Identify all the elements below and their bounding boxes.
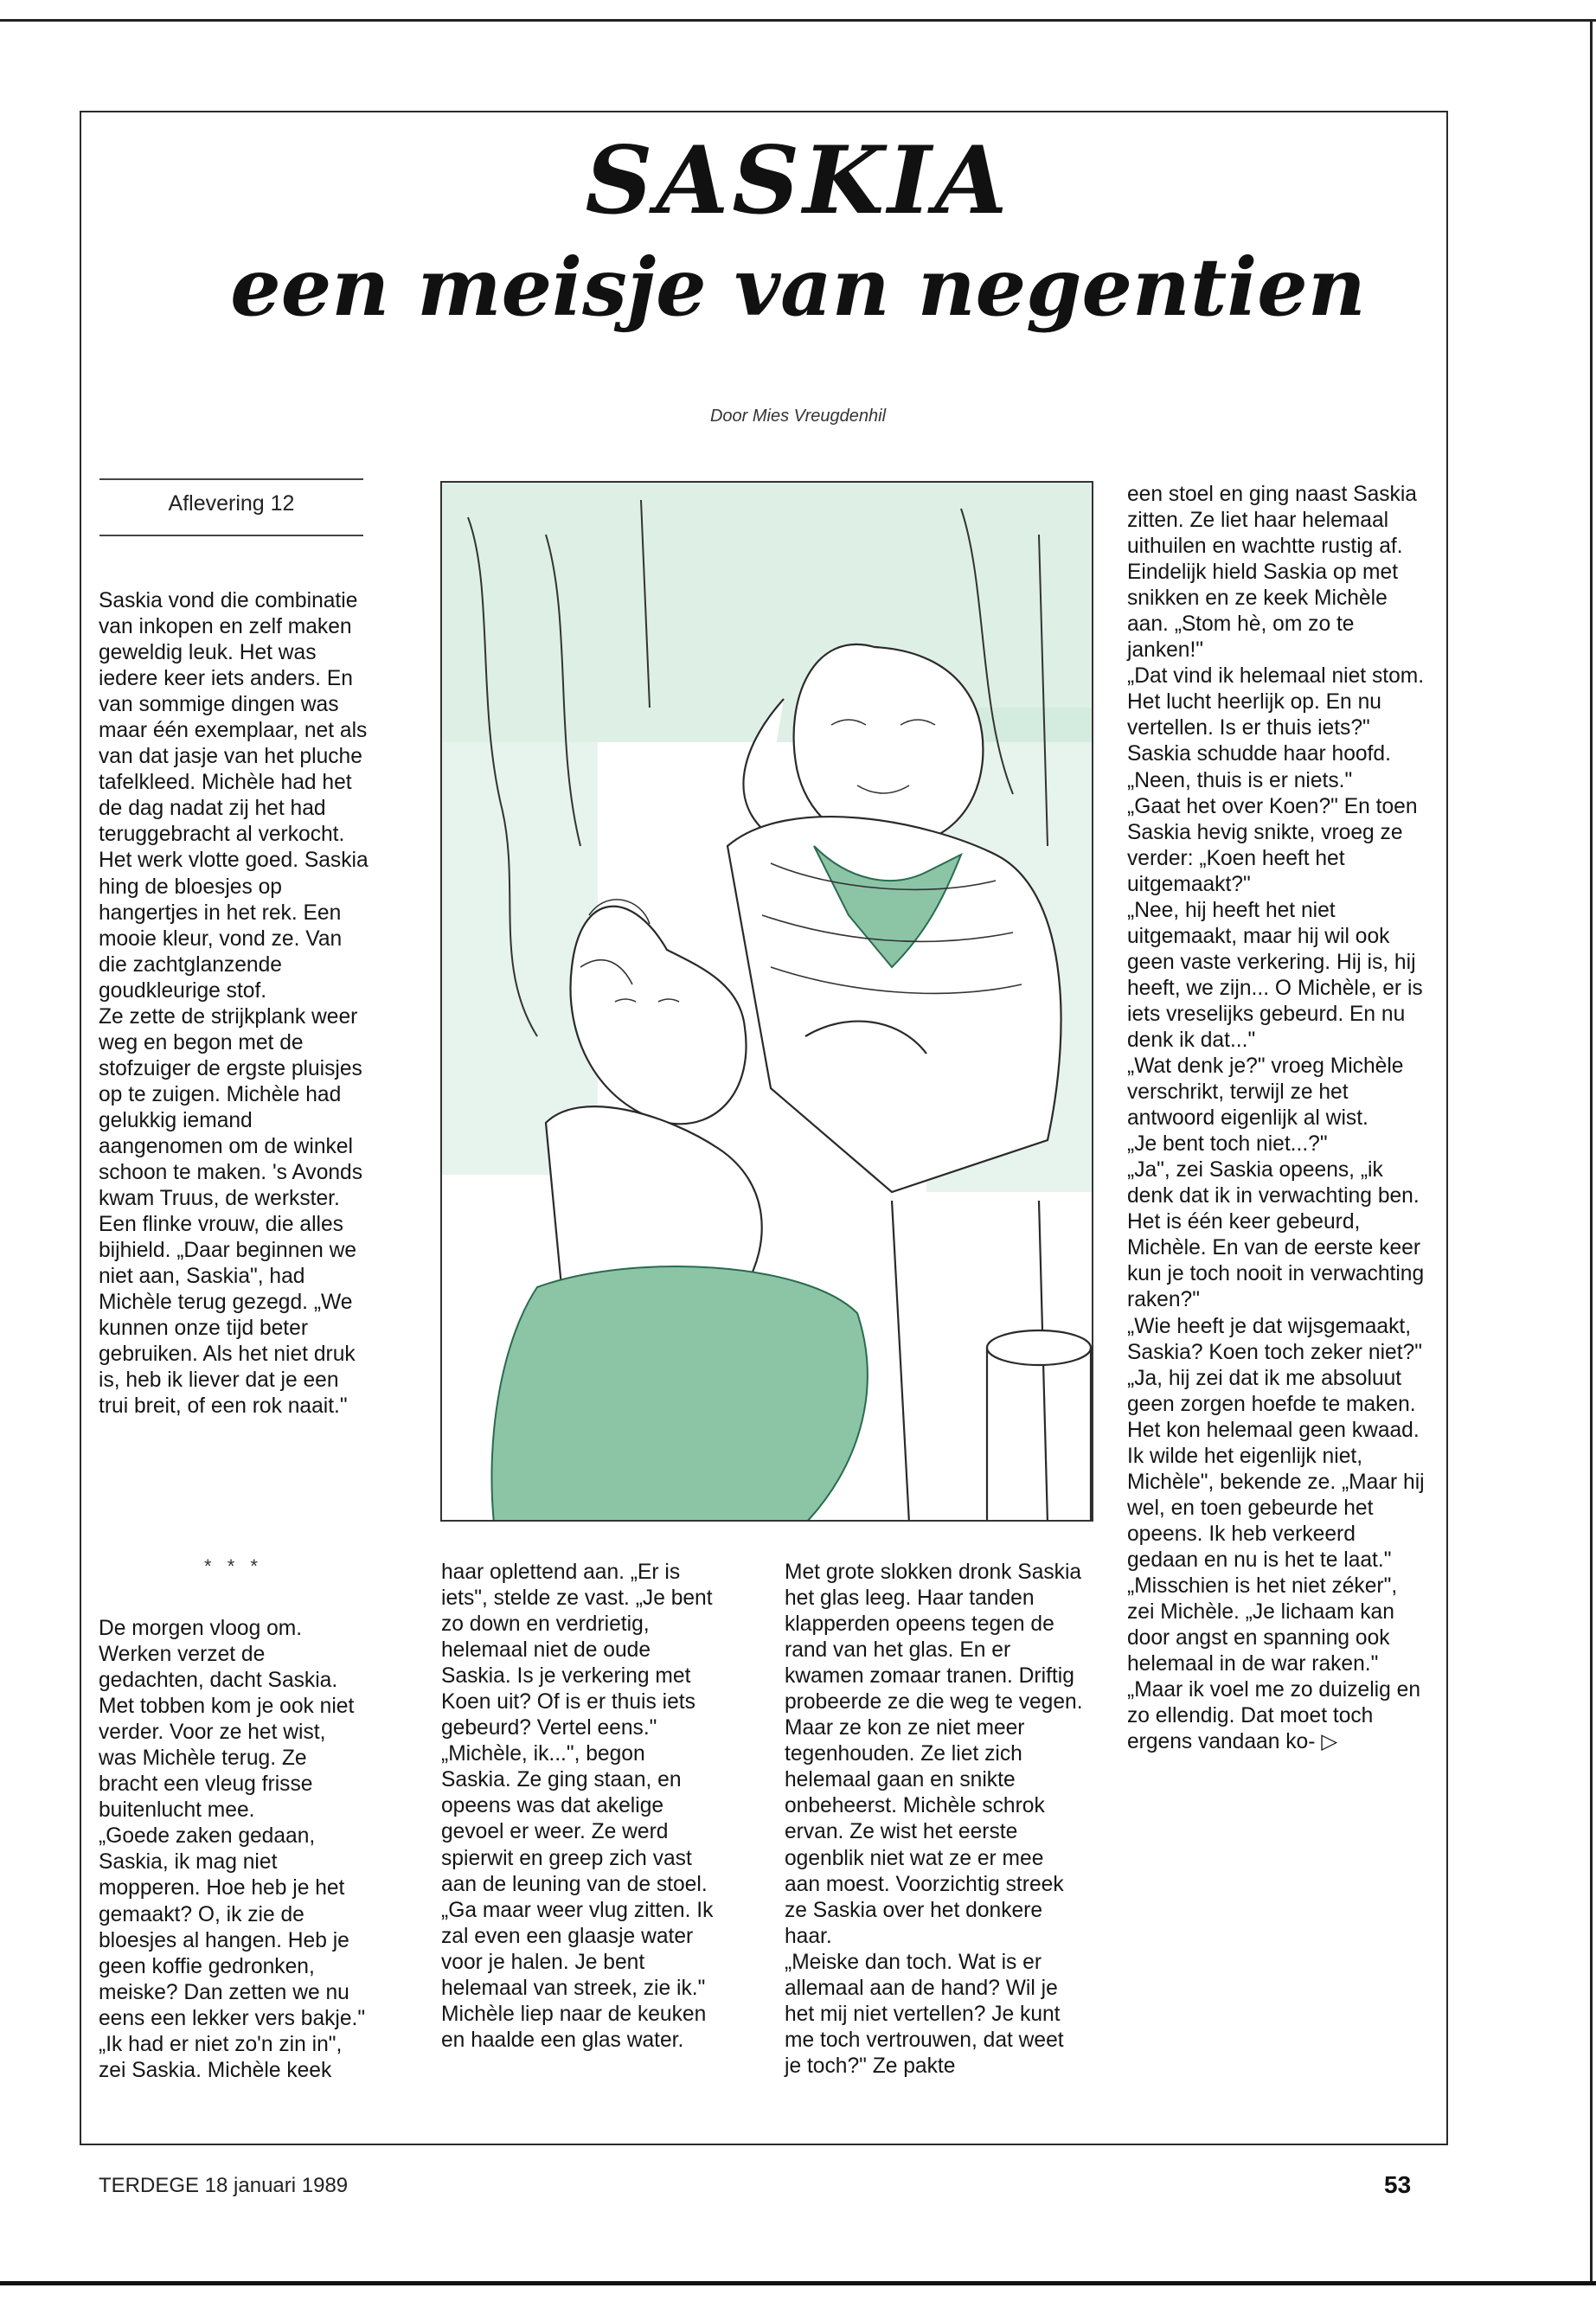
paragraph: „Ga maar weer vlug zitten. Ik zal even een glaasje water voor je halen. Je bent helemaal van streek, zie ik." Michèle liep naar de keuken en haalde een glas water. [441, 1898, 714, 2052]
article-title: SASKIA [585, 126, 1011, 235]
byline: Door Mies Vreugdenhil [709, 407, 887, 426]
paragraph: „Wie heeft je dat wijsgemaakt, Saskia? Koen toch zeker niet?" [1127, 1314, 1422, 1364]
paragraph: De morgen vloog om. Werken verzet de gedachten, dacht Saskia. Met tobben kom je ook niet verder. Voor ze het wist, was Michèle terug. Ze bracht een vleug frisse buitenlucht mee. [99, 1617, 355, 1823]
article-subtitle: een meisje van negentien [230, 240, 1366, 334]
story-illustration [440, 481, 1093, 1522]
column-1-continued [99, 1616, 369, 2084]
paragraph: „Maar ik voel me zo duizelig en zo ellendig. Dat moet toch ergens vandaan ko- ▷ [1127, 1678, 1420, 1754]
paragraph: „Ja", zei Saskia opeens, „ik denk dat ik in verwachting ben. Het is één keer gebeurd, Michèle. En van de eerste keer kun je toch nooit in verwachting raken?" [1127, 1158, 1425, 1312]
paragraph: „Goede zaken gedaan, Saskia, ik mag niet mopperen. Hoe heb je het gemaakt? O, ik zie de bloesjes al hangen. Heb je geen koffie gedronken, meiske? Dan zetten we nu eens een lekker vers bakje." [99, 1824, 366, 2030]
paragraph: een stoel en ging naast Saskia zitten. Ze liet haar helemaal uithuilen en wachtte rustig af. [1127, 483, 1417, 559]
column-1 [99, 588, 369, 1420]
episode-label: Aflevering 12 [168, 491, 295, 516]
page-edge-right [1590, 19, 1593, 2281]
paragraph: „Michèle, ik...", begon Saskia. Ze ging staan, en opeens was dat akelige gevoel er weer. Ze werd spierwit en greep zich vast aan de leuning van de stoel. [441, 1742, 708, 1896]
paragraph: Saskia schudde haar hoofd. „Neen, thuis is er niets." [1127, 742, 1391, 792]
paragraph: Saskia vond die combinatie van inkopen en zelf maken geweldig leuk. Het was iedere keer iets anders. En van sommige dingen was maar één exemplaar, net als van dat jasje van het pluche tafelkleed. Michèle had het de dag nadat zij het had teruggebracht al verkocht. [99, 589, 368, 847]
page-edge-bottom [0, 2281, 1596, 2285]
paragraph: Eindelijk hield Saskia op met snikken en ze keek Michèle aan. „Stom hè, om zo te janken!" [1127, 561, 1399, 663]
episode-rule-top [99, 478, 363, 480]
paragraph: Met grote slokken dronk Saskia het glas leeg. Haar tanden klapperden opeens tegen de rand van het glas. En er kwamen zomaar tranen. Driftig probeerde ze die weg te vegen. Maar ze kon ze niet meer tegenhouden. Ze liet zich helemaal gaan en snikte onbeheerst. Michèle schrok ervan. Ze wist het eerste ogenblik niet wat ze er mee aan moest. Voorzichtig streek ze Saskia over het donkere haar. [785, 1561, 1083, 1948]
paragraph: „Wat denk je?" vroeg Michèle verschrikt, terwijl ze het antwoord eigenlijk al wist. [1127, 1054, 1404, 1131]
paragraph: „Misschien is het niet zéker", zei Michèle. „Je lichaam kan door angst en spanning ook helemaal in de war raken." [1127, 1574, 1398, 1676]
paragraph: „Nee, hij heeft het niet uitgemaakt, maar hij wil ook geen vaste verkering. Hij is, hij heeft, we zijn... O Michèle, er is iets vreselijks gebeurd. En nu denk ik dat..." [1127, 898, 1423, 1052]
paragraph: haar oplettend aan. „Er is iets", stelde ze vast. „Je bent zo down en verdrietig, helemaal niet de oude Saskia. Is je verkering met Koen uit? Of is er thuis iets gebeurd? Vertel eens." [441, 1561, 713, 1740]
page-edge-top [0, 19, 1596, 22]
page-number: 53 [1384, 2171, 1412, 2198]
column-2 [441, 1560, 718, 2054]
paragraph: „Gaat het over Koen?" En toen Saskia hevig snikte, vroeg ze verder: „Koen heeft het uitgemaakt?" [1127, 794, 1418, 896]
paragraph: „Dat vind ik helemaal niet stom. Het lucht heerlijk op. En nu vertellen. Is er thuis iets?" [1127, 664, 1425, 740]
column-4 [1127, 482, 1430, 1755]
column-3 [785, 1560, 1083, 2080]
paragraph: „Ik had er niet zo'n zin in", zei Saskia. Michèle keek [99, 2032, 343, 2082]
footer-publication: TERDEGE 18 januari 1989 [99, 2174, 349, 2197]
paragraph: „Ja, hij zei dat ik me absoluut geen zorgen hoefde te maken. Het kon helemaal geen kwaad. Ik wilde het eigenlijk niet, Michèle", bekende ze. „Maar hij wel, en toen gebeurde het opeens. Ik heb verkeerd gedaan en nu is het te laat." [1127, 1366, 1425, 1572]
illustration-drawing [442, 483, 1093, 1522]
section-separator: * * * [204, 1555, 263, 1577]
paragraph: Het werk vlotte goed. Saskia hing de bloesjes op hangertjes in het rek. Een mooie kleur, vond ze. Van die zachtglanzende goudkleurige stof. [99, 849, 369, 1003]
paragraph: Ze zette de strijkplank weer weg en begon met de stofzuiger de ergste pluisjes op te zuigen. Michèle had gelukkig iemand aangenomen om de winkel schoon te maken. 's Avonds kwam Truus, de werkster. Een flinke vrouw, die alles bijhield. „Daar beginnen we niet aan, Saskia", had Michèle terug gezegd. „We kunnen onze tijd beter gebruiken. Als het niet druk is, heb ik liever dat je een trui breit, of een rok naait." [99, 1004, 363, 1419]
paragraph: „Je bent toch niet...?" [1127, 1132, 1328, 1157]
paragraph: „Meiske dan toch. Wat is er allemaal aan de hand? Wil je het mij niet vertellen? Je kunt me toch vertrouwen, dat weet je toch?" Ze pakte [785, 1950, 1064, 2078]
episode-rule-bottom [99, 535, 363, 536]
